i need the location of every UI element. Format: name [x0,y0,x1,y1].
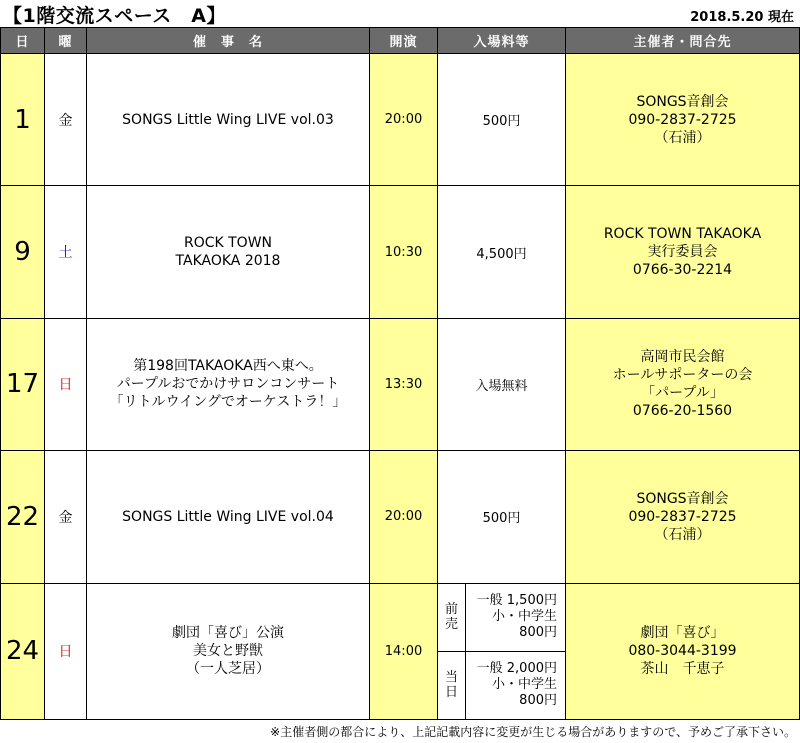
time-cell: 14:00 [370,583,438,720]
fee-cell: 4,500円 [438,186,566,318]
price-line: 一般 1,500円 [476,593,557,609]
event-line: 第198回TAKAOKA西へ東へ。 [133,358,323,375]
organizer-cell [566,583,800,720]
organizer-line: SONGS音創会 [636,93,729,110]
weekday-cell: 土 [45,186,87,318]
header-fee: 入場料等 [438,28,566,54]
price-line: 小・中学生 [491,609,557,625]
time-cell: 13:30 [370,318,438,450]
event-cell [87,186,370,318]
as-of-date: 2018.5.20 現在 [690,10,794,25]
organizer-line: ホールサポーターの会 [612,367,753,384]
door-label [438,651,466,719]
organizer-line: 茶山 千恵子 [640,661,725,678]
organizer-line: 0766-20-1560 [632,403,733,420]
table-row [1,186,800,318]
price-line: 一般 2,000円 [476,661,557,677]
door-label-char: 当 [444,670,458,686]
page-title: 【1階交流スペース A】 [3,5,226,27]
day-cell: 9 [1,186,45,318]
event-line: TAKAOKA 2018 [175,253,281,270]
header-weekday: 曜 [45,28,87,54]
organizer-line: 090-2837-2725 [628,111,737,128]
organizer-line: 0766-30-2214 [632,262,733,279]
organizer-cell [566,186,800,318]
organizer-line: 「パープル」 [641,385,724,402]
header-day: 日 [1,28,45,54]
weekday-cell: 金 [45,451,87,583]
event-cell [87,583,370,720]
event-line: 劇団「喜び」公演 [172,625,284,642]
weekday-cell: 日 [45,318,87,450]
fee-cell: 500円 [438,54,566,186]
header-start: 開演 [370,28,438,54]
event-line: 「リトルウイングでオーケストラ！」 [109,394,347,411]
advance-row [438,584,565,652]
organizer-line: （石浦） [654,129,711,146]
fee-cell [438,583,566,720]
price-line: 800円 [519,693,557,709]
organizer-line: 劇団「喜び」 [640,625,725,642]
event-line: SONGS Little Wing LIVE vol.03 [122,111,334,128]
event-line: パープルおでかけサロンコンサート [116,376,340,393]
footnote: ※主催者側の都合により、上記記載内容に変更が生じる場合がありますので、予めご了承下さい。 [270,725,796,739]
door-price [466,651,566,719]
event-cell [87,451,370,583]
fee-split-table [438,584,565,720]
organizer-cell [566,451,800,583]
fee-cell: 入場無料 [438,318,566,450]
day-cell: 22 [1,451,45,583]
door-label-char: 日 [444,685,458,701]
organizer-cell [566,318,800,450]
schedule-table [0,27,800,720]
weekday-cell: 金 [45,54,87,186]
advance-label [438,584,466,652]
table-row [1,583,800,720]
header-row [1,28,800,54]
price-line: 800円 [519,625,557,641]
organizer-cell [566,54,800,186]
fee-cell: 500円 [438,451,566,583]
organizer-line: ROCK TOWN TAKAOKA [603,226,762,243]
event-line: （一人芝居） [186,661,270,678]
event-line: SONGS Little Wing LIVE vol.04 [122,508,334,525]
time-cell: 20:00 [370,54,438,186]
event-cell [87,54,370,186]
time-cell: 20:00 [370,451,438,583]
organizer-line: 実行委員会 [647,244,718,261]
event-cell [87,318,370,450]
event-line: 美女と野獣 [193,643,263,660]
table-row [1,54,800,186]
organizer-line: （石浦） [654,526,711,543]
table-row [1,451,800,583]
advance-label-char: 売 [444,617,458,633]
organizer-line: 高岡市民会館 [640,349,725,366]
organizer-line: SONGS音創会 [636,490,729,507]
time-cell: 10:30 [370,186,438,318]
price-line: 小・中学生 [491,677,557,693]
day-cell: 17 [1,318,45,450]
day-cell: 1 [1,54,45,186]
advance-label-char: 前 [444,602,458,618]
organizer-line: 090-2837-2725 [628,508,737,525]
organizer-line: 080-3044-3199 [628,643,737,660]
header-event: 催 事 名 [87,28,370,54]
table-row [1,318,800,450]
advance-price [466,584,566,652]
day-cell: 24 [1,583,45,720]
event-line: ROCK TOWN [183,235,273,252]
weekday-cell: 日 [45,583,87,720]
door-row [438,651,565,719]
header-organizer: 主催者・問合先 [566,28,800,54]
